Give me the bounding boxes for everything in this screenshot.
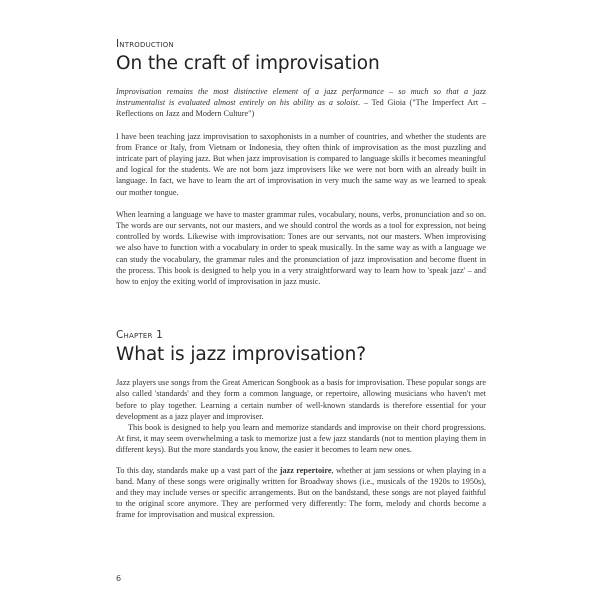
body-paragraph: I have been teaching jazz improvisation to saxophonists in a number of countries, and whether the students are from France or Italy, from Vietnam or Indonesia, they often think of improvisation as the most puzzling and intricate part of playing jazz. But when jazz improvisation is compared to language skills it becomes meaningful and logical for the students. We are not born jazz improvisers like we were not born with an already built in language. In fact, we have to learn the art of improvisation in very much the same way as we learned to speak our mother tongue. <box>116 131 486 197</box>
paragraph-text: , whether at jam sessions or when playing in a band. Many of these songs were originally written for Broadway shows (i.e., musicals of the 1920s to 1950s), and they may include verses or specific arrangements. But on the bandstand, these songs are not played faithful to the original score anymore. They are performed very differently: The form, melody and chords become a frame for improvisation and musical expression. <box>116 465 486 520</box>
bold-term: jazz repertoire <box>279 465 332 475</box>
paragraph-text: To this day, standards make up a vast part of the <box>116 465 280 475</box>
body-paragraph: This book is designed to help you learn and memorize standards and improvise on their chord progressions. At first, it may seem overwhelming a task to memorize just a few jazz standards (not to mention playing them in different keys). But the more standards you know, the easier it becomes to learn new ones. <box>116 423 486 455</box>
body-paragraph: Jazz players use songs from the Great American Songbook as a basis for improvisation. These popular songs are also called 'standards' and they form a common language, or repertoire, allowing musicians who haven't met before to play together. Learning a certain number of well-known standards is therefore essential for your development as a jazz player and improviser. <box>116 378 486 421</box>
page-content <box>116 38 486 521</box>
body-paragraph <box>116 465 486 521</box>
introduction-section <box>116 38 486 287</box>
chapter-section <box>116 329 486 520</box>
section-kicker: Introduction <box>116 38 174 50</box>
chapter-kicker: Chapter 1 <box>116 329 163 342</box>
quote-attribution: – Ted Gioia ("The Imperfect Art – Reflections on Jazz and Modern Culture") <box>116 98 486 119</box>
body-paragraph: When learning a language we have to master grammar rules, vocabulary, nouns, verbs, pronunciation and so on. The words are our servants, not our masters, and we should control the words as a tool for expression, not being controlled by words. Likewise with improvisation: Tones are our servants, not our masters. When improvising we also have to function with a vocabulary in order to speak musically. In the same way as with a language we can study the vocabulary, the grammar rules and the pronunciation of jazz improvisation and become fluent in the process. This book is designed to help you in a very straightforward way to learn how to 'speak jazz' – and how to enjoy the exiting world of improvisation in jazz music. <box>116 209 486 287</box>
chapter-title: What is jazz improvisation? <box>116 344 366 366</box>
page-number: 6 <box>116 574 122 583</box>
epigraph-quote <box>116 86 486 120</box>
section-title: On the craft of improvisation <box>116 53 380 74</box>
quote-text: Improvisation remains the most distinctive element of a jazz performance – so much so that a jazz instrumentalist is evaluated almost entirely on his ability as a soloist. <box>116 87 486 108</box>
